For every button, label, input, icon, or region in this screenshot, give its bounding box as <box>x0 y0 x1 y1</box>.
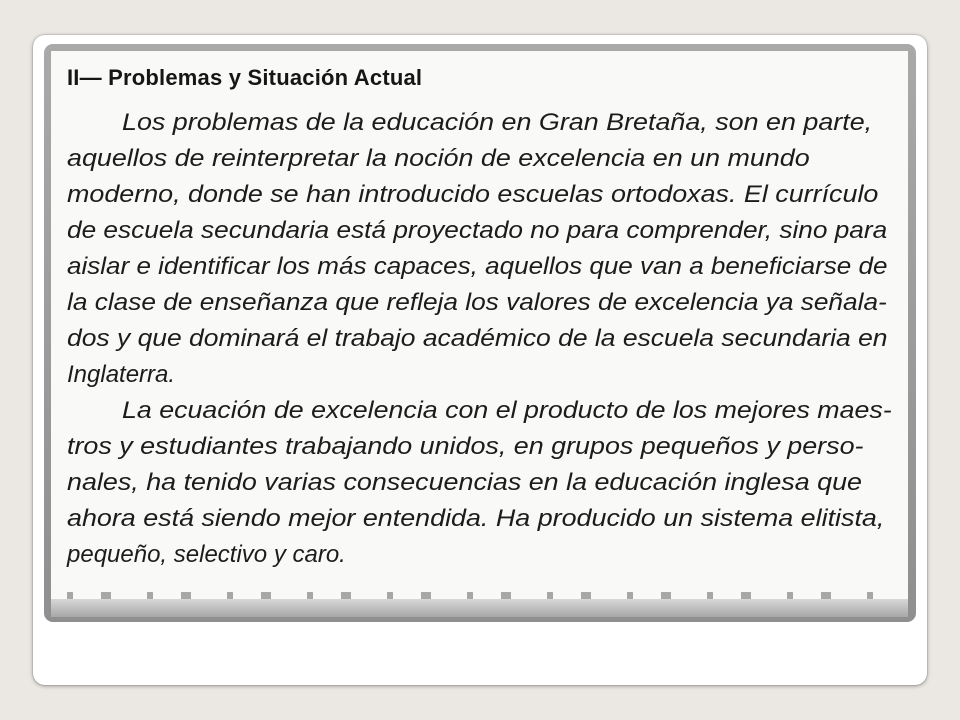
cropped-text-fragment <box>67 592 887 599</box>
paragraph-line: aquellos de reinterpretar la noción de excelencia en un mundo <box>67 145 810 172</box>
scanned-document <box>51 51 908 599</box>
paragraph-line: la clase de enseñanza que refleja los valores de excelencia ya señala- <box>67 289 887 316</box>
paragraph-line: moderno, donde se han introducido escuelas ortodoxas. El currículo <box>67 181 879 208</box>
paragraph-line: ahora está siendo mejor entendida. Ha producido un sistema elitista, <box>67 505 885 532</box>
paragraph-line: aislar e identificar los más capaces, aquellos que van a beneficiarse de <box>67 253 888 280</box>
paragraph-line: tros y estudiantes trabajando unidos, en grupos pequeños y perso- <box>67 433 864 460</box>
paragraph-line: nales, ha tenido varias consecuencias en la educación inglesa que <box>67 469 863 496</box>
paragraph-line: de escuela secundaria está proyectado no para comprender, sino para <box>67 217 888 244</box>
paragraph-line: Los problemas de la educación en Gran Bretaña, son en parte, <box>122 109 873 136</box>
paragraph-line: Inglaterra. <box>67 361 176 388</box>
paragraph-line: pequeño, selectivo y caro. <box>67 541 346 568</box>
paragraph-line: dos y que dominará el trabajo académico de la escuela secundaria en <box>67 325 888 352</box>
paragraph-line: La ecuación de excelencia con el producto de los mejores maes- <box>122 397 892 424</box>
section-heading: II— Problemas y Situación Actual <box>67 65 423 90</box>
image-frame-bottom-edge <box>51 599 908 617</box>
